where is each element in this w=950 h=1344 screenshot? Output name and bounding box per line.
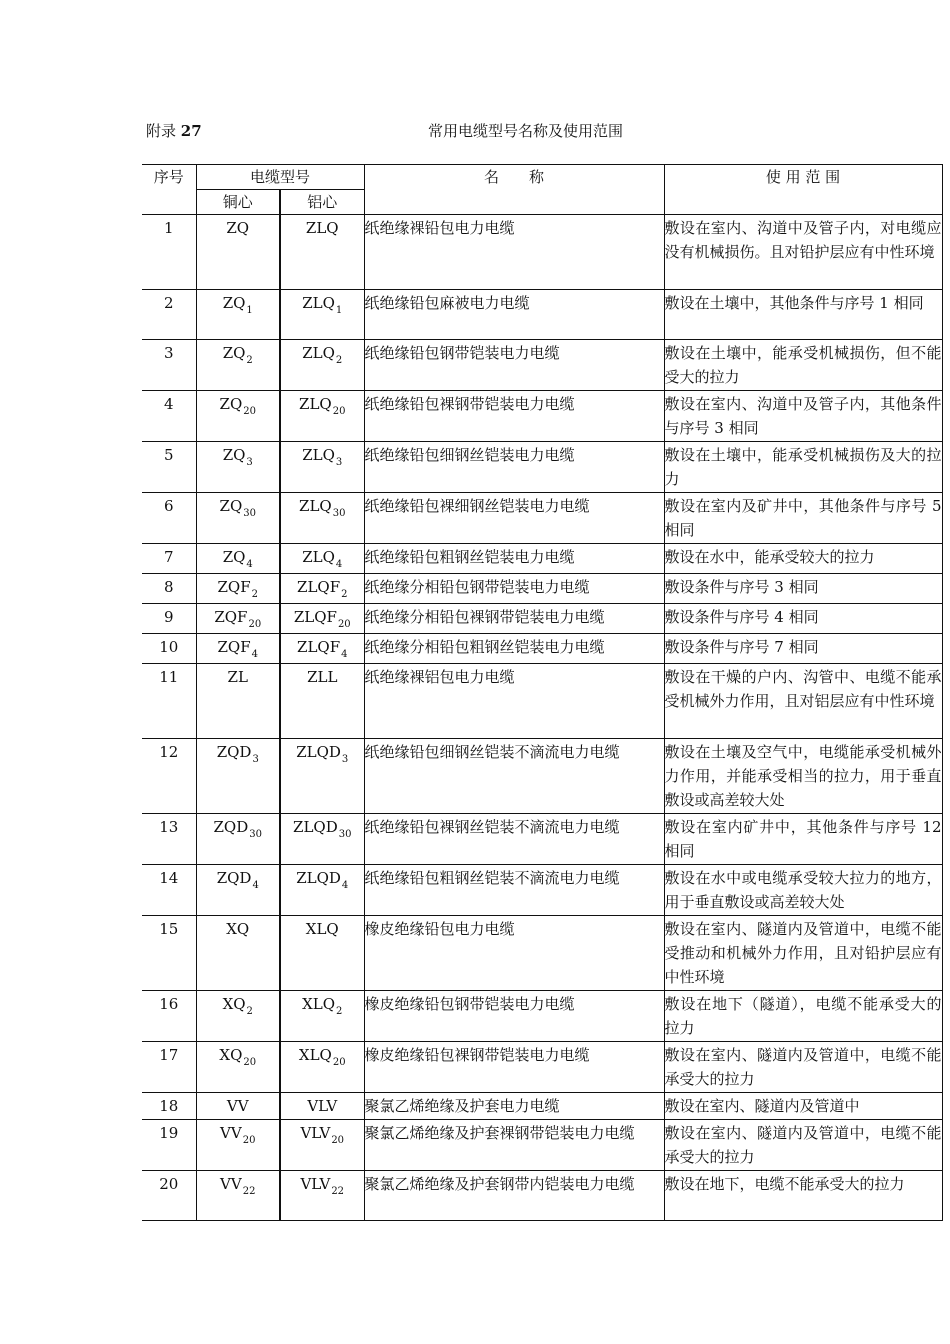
row-number: 2 (142, 290, 196, 340)
copper-model (196, 814, 280, 865)
aluminum-model (280, 493, 364, 544)
usage-range: 敷设在水中或电缆承受较大拉力的地方，用于垂直敷设或高差较大处 (664, 865, 942, 916)
cable-name: 纸绝缘铅包细钢丝铠装电力电缆 (364, 442, 664, 493)
table-row (142, 814, 942, 865)
copper-model-subscript: 20 (243, 1057, 257, 1068)
copper-model (196, 493, 280, 544)
table-row (142, 544, 942, 574)
cable-name: 聚氯乙烯绝缘及护套钢带内铠装电力电缆 (364, 1171, 664, 1221)
table-row (142, 664, 942, 739)
copper-model (196, 865, 280, 916)
cable-name: 纸绝缘分相铅包钢带铠装电力电缆 (364, 574, 664, 604)
cable-name: 纸绝缘铅包裸钢丝铠装不滴流电力电缆 (364, 814, 664, 865)
table-row (142, 290, 942, 340)
aluminum-model-subscript: 30 (338, 829, 352, 840)
row-number: 3 (142, 340, 196, 391)
aluminum-model (280, 544, 364, 574)
aluminum-model (280, 814, 364, 865)
row-number: 13 (142, 814, 196, 865)
copper-model-code: XQ (219, 1046, 243, 1064)
usage-range: 敷设在室内、隧道内及管道中，电缆不能受推动和机械外力作用，且对铅护层应有中性环境 (664, 916, 942, 991)
cable-name: 橡皮绝缘铅包电力电缆 (364, 916, 664, 991)
copper-model (196, 544, 280, 574)
usage-range: 敷设在干燥的户内、沟管中、电缆不能承受机械外力作用，且对铝层应有中性环境 (664, 664, 942, 739)
copper-model-subscript: 1 (246, 305, 253, 316)
appendix-label: 附录 27 (146, 122, 202, 140)
cable-name: 聚氯乙烯绝缘及护套电力电缆 (364, 1093, 664, 1120)
copper-model-subscript: 2 (246, 1006, 253, 1017)
row-number: 12 (142, 739, 196, 814)
aluminum-model-code: VLV (307, 1097, 338, 1115)
aluminum-model (280, 340, 364, 391)
header-copper: 铜心 (196, 190, 280, 215)
copper-model-subscript: 2 (246, 355, 253, 366)
usage-range: 敷设在土壤及空气中，电缆能承受机械外力作用，并能承受相当的拉力，用于垂直敷设或高差较大处 (664, 739, 942, 814)
copper-model (196, 1120, 280, 1171)
copper-model-subscript: 3 (252, 754, 259, 765)
copper-model-code: ZQ (222, 446, 246, 464)
copper-model-subscript: 22 (242, 1186, 256, 1197)
cable-name: 纸绝缘铅包钢带铠装电力电缆 (364, 340, 664, 391)
table-row (142, 340, 942, 391)
copper-model-code: VV (220, 1124, 242, 1142)
aluminum-model (280, 290, 364, 340)
aluminum-model-subscript: 22 (331, 1186, 345, 1197)
aluminum-model-subscript: 20 (332, 1057, 346, 1068)
aluminum-model (280, 1171, 364, 1221)
aluminum-model-code: XLQ (305, 920, 339, 938)
copper-model-code: VV (226, 1097, 249, 1115)
aluminum-model-code: ZLQF (297, 638, 341, 656)
aluminum-model-subscript: 4 (335, 559, 343, 570)
header-aluminum: 铝心 (280, 190, 364, 215)
aluminum-model-code: ZLQ (302, 446, 335, 464)
table-row (142, 1120, 942, 1171)
aluminum-model (280, 1120, 364, 1171)
usage-range: 敷设条件与序号 7 相同 (664, 634, 942, 664)
cable-name: 纸绝缘分相铅包粗钢丝铠装电力电缆 (364, 634, 664, 664)
copper-model (196, 290, 280, 340)
copper-model-code: ZQD (216, 869, 252, 887)
copper-model-subscript: 20 (243, 406, 256, 417)
aluminum-model-code: ZLQ (305, 219, 339, 237)
row-number: 11 (142, 664, 196, 739)
aluminum-model (280, 865, 364, 916)
copper-model-code: XQ (222, 995, 246, 1013)
cable-name: 纸绝缘铅包裸钢带铠装电力电缆 (364, 391, 664, 442)
usage-range: 敷设在地下，电缆不能承受大的拉力 (664, 1171, 942, 1221)
aluminum-model-subscript: 3 (341, 754, 349, 765)
table-row (142, 865, 942, 916)
row-number: 10 (142, 634, 196, 664)
copper-model (196, 1171, 280, 1221)
copper-model-code: ZL (227, 668, 248, 686)
aluminum-model-subscript: 4 (341, 880, 349, 891)
copper-model (196, 391, 280, 442)
aluminum-model (280, 634, 364, 664)
copper-model-code: ZQ (219, 395, 243, 413)
aluminum-model-code: ZLQ (302, 294, 335, 312)
aluminum-model (280, 1042, 364, 1093)
aluminum-model-code: XLQ (302, 995, 336, 1013)
aluminum-model-subscript: 2 (341, 589, 348, 600)
table-row (142, 739, 942, 814)
table-row (142, 442, 942, 493)
copper-model-code: ZQF (214, 608, 248, 626)
cable-name: 纸绝缘铅包粗钢丝铠装不滴流电力电缆 (364, 865, 664, 916)
row-number: 5 (142, 442, 196, 493)
table-row (142, 634, 942, 664)
table-row (142, 1042, 942, 1093)
copper-model (196, 574, 280, 604)
copper-model-subscript: 30 (249, 829, 262, 840)
usage-range: 敷设在室内矿井中，其他条件与序号 12 相同 (664, 814, 942, 865)
row-number: 6 (142, 493, 196, 544)
aluminum-model (280, 442, 364, 493)
aluminum-model (280, 215, 364, 290)
aluminum-model-code: XLQ (298, 1046, 332, 1064)
aluminum-model-subscript: 3 (335, 457, 343, 468)
copper-model (196, 215, 280, 290)
row-number: 14 (142, 865, 196, 916)
usage-range: 敷设在地下（隧道），电缆不能承受大的拉力 (664, 991, 942, 1042)
aluminum-model-subscript: 2 (335, 355, 343, 366)
copper-model-code: ZQF (217, 578, 251, 596)
aluminum-model-code: ZLQ (299, 497, 332, 515)
usage-range: 敷设在土壤中，能承受机械损伤，但不能受大的拉力 (664, 340, 942, 391)
aluminum-model-code: VLV (300, 1124, 331, 1142)
cable-name: 纸绝缘分相铅包裸钢带铠装电力电缆 (364, 604, 664, 634)
table-row (142, 1171, 942, 1221)
header-usage: 使 用 范 围 (664, 165, 942, 215)
header-model: 电缆型号 (196, 165, 364, 190)
cable-name: 聚氯乙烯绝缘及护套裸钢带铠装电力电缆 (364, 1120, 664, 1171)
cable-name: 橡皮绝缘铅包裸钢带铠装电力电缆 (364, 1042, 664, 1093)
aluminum-model-subscript: 20 (331, 1135, 345, 1146)
copper-model-subscript: 20 (242, 1135, 256, 1146)
copper-model-code: ZQ (222, 344, 246, 362)
table-row (142, 391, 942, 442)
aluminum-model-code: ZLQD (296, 743, 341, 761)
header-name: 名 称 (364, 165, 664, 215)
table-row (142, 604, 942, 634)
cable-table (142, 164, 943, 1221)
aluminum-model-subscript: 20 (332, 406, 346, 417)
appendix-number: 27 (180, 122, 202, 140)
aluminum-model (280, 391, 364, 442)
aluminum-model-code: ZLL (307, 668, 338, 686)
cable-name: 纸绝缘铅包裸细钢丝铠装电力电缆 (364, 493, 664, 544)
aluminum-model (280, 916, 364, 991)
aluminum-model-subscript: 1 (335, 305, 343, 316)
copper-model-subscript: 3 (246, 457, 253, 468)
copper-model-code: ZQ (219, 497, 243, 515)
cable-name: 纸绝缘铅包细钢丝铠装不滴流电力电缆 (364, 739, 664, 814)
copper-model (196, 340, 280, 391)
copper-model-code: ZQ (226, 219, 250, 237)
page-title: 常用电缆型号名称及使用范围 (428, 122, 624, 140)
aluminum-model-code: VLV (300, 1175, 331, 1193)
usage-range: 敷设在水中，能承受较大的拉力 (664, 544, 942, 574)
aluminum-model-code: ZLQ (302, 548, 335, 566)
copper-model-code: ZQ (222, 294, 246, 312)
copper-model-subscript: 2 (251, 589, 258, 600)
aluminum-model (280, 991, 364, 1042)
row-number: 1 (142, 215, 196, 290)
header-row (142, 165, 942, 190)
aluminum-model-subscript: 4 (341, 649, 348, 660)
usage-range: 敷设在室内、沟道中及管子内，其他条件与序号 3 相同 (664, 391, 942, 442)
copper-model-code: XQ (226, 920, 250, 938)
copper-model-code: VV (220, 1175, 242, 1193)
copper-model-subscript: 4 (246, 559, 253, 570)
usage-range: 敷设条件与序号 4 相同 (664, 604, 942, 634)
row-number: 4 (142, 391, 196, 442)
copper-model (196, 991, 280, 1042)
copper-model (196, 664, 280, 739)
copper-model-code: ZQ (222, 548, 246, 566)
usage-range: 敷设在土壤中，能承受机械损伤及大的拉力 (664, 442, 942, 493)
copper-model-subscript: 4 (251, 649, 258, 660)
row-number: 19 (142, 1120, 196, 1171)
aluminum-model-code: ZLQF (293, 608, 337, 626)
table-row (142, 991, 942, 1042)
copper-model-code: ZQD (216, 743, 252, 761)
copper-model (196, 916, 280, 991)
table-row (142, 916, 942, 991)
cable-name: 橡皮绝缘铅包钢带铠装电力电缆 (364, 991, 664, 1042)
row-number: 18 (142, 1093, 196, 1120)
aluminum-model (280, 604, 364, 634)
table-row (142, 215, 942, 290)
usage-range: 敷设在室内、隧道内及管道中，电缆不能承受大的拉力 (664, 1120, 942, 1171)
usage-range: 敷设在室内及矿井中，其他条件与序号 5 相同 (664, 493, 942, 544)
copper-model-subscript: 30 (243, 508, 256, 519)
row-number: 8 (142, 574, 196, 604)
copper-model (196, 739, 280, 814)
copper-model-code: ZQD (213, 818, 249, 836)
table-row (142, 493, 942, 544)
row-number: 7 (142, 544, 196, 574)
cable-name: 纸绝缘铅包麻被电力电缆 (364, 290, 664, 340)
cable-name: 纸绝缘裸铝包电力电缆 (364, 664, 664, 739)
copper-model-code: ZQF (217, 638, 251, 656)
aluminum-model-code: ZLQ (302, 344, 335, 362)
header-seq: 序号 (142, 165, 196, 215)
cable-name: 纸绝缘铅包粗钢丝铠装电力电缆 (364, 544, 664, 574)
table-row (142, 574, 942, 604)
copper-model (196, 604, 280, 634)
usage-range: 敷设在土壤中，其他条件与序号 1 相同 (664, 290, 942, 340)
aluminum-model-code: ZLQ (299, 395, 332, 413)
aluminum-model-code: ZLQF (297, 578, 341, 596)
copper-model-subscript: 20 (248, 619, 262, 630)
copper-model (196, 442, 280, 493)
copper-model-subscript: 4 (252, 880, 259, 891)
row-number: 16 (142, 991, 196, 1042)
aluminum-model (280, 739, 364, 814)
copper-model (196, 1042, 280, 1093)
aluminum-model (280, 664, 364, 739)
usage-range: 敷设在室内、隧道内及管道中，电缆不能承受大的拉力 (664, 1042, 942, 1093)
usage-range: 敷设在室内、隧道内及管道中 (664, 1093, 942, 1120)
table-row (142, 1093, 942, 1120)
aluminum-model-subscript: 20 (337, 619, 351, 630)
aluminum-model-code: ZLQD (293, 818, 338, 836)
cable-name: 纸绝缘裸铅包电力电缆 (364, 215, 664, 290)
aluminum-model-subscript: 30 (332, 508, 346, 519)
row-number: 15 (142, 916, 196, 991)
row-number: 9 (142, 604, 196, 634)
aluminum-model-code: ZLQD (296, 869, 341, 887)
usage-range: 敷设条件与序号 3 相同 (664, 574, 942, 604)
aluminum-model (280, 1093, 364, 1120)
row-number: 20 (142, 1171, 196, 1221)
table-body (142, 215, 942, 1221)
aluminum-model (280, 574, 364, 604)
row-number: 17 (142, 1042, 196, 1093)
copper-model (196, 634, 280, 664)
usage-range: 敷设在室内、沟道中及管子内，对电缆应没有机械损伤。且对铅护层应有中性环境 (664, 215, 942, 290)
copper-model (196, 1093, 280, 1120)
aluminum-model-subscript: 2 (336, 1006, 343, 1017)
